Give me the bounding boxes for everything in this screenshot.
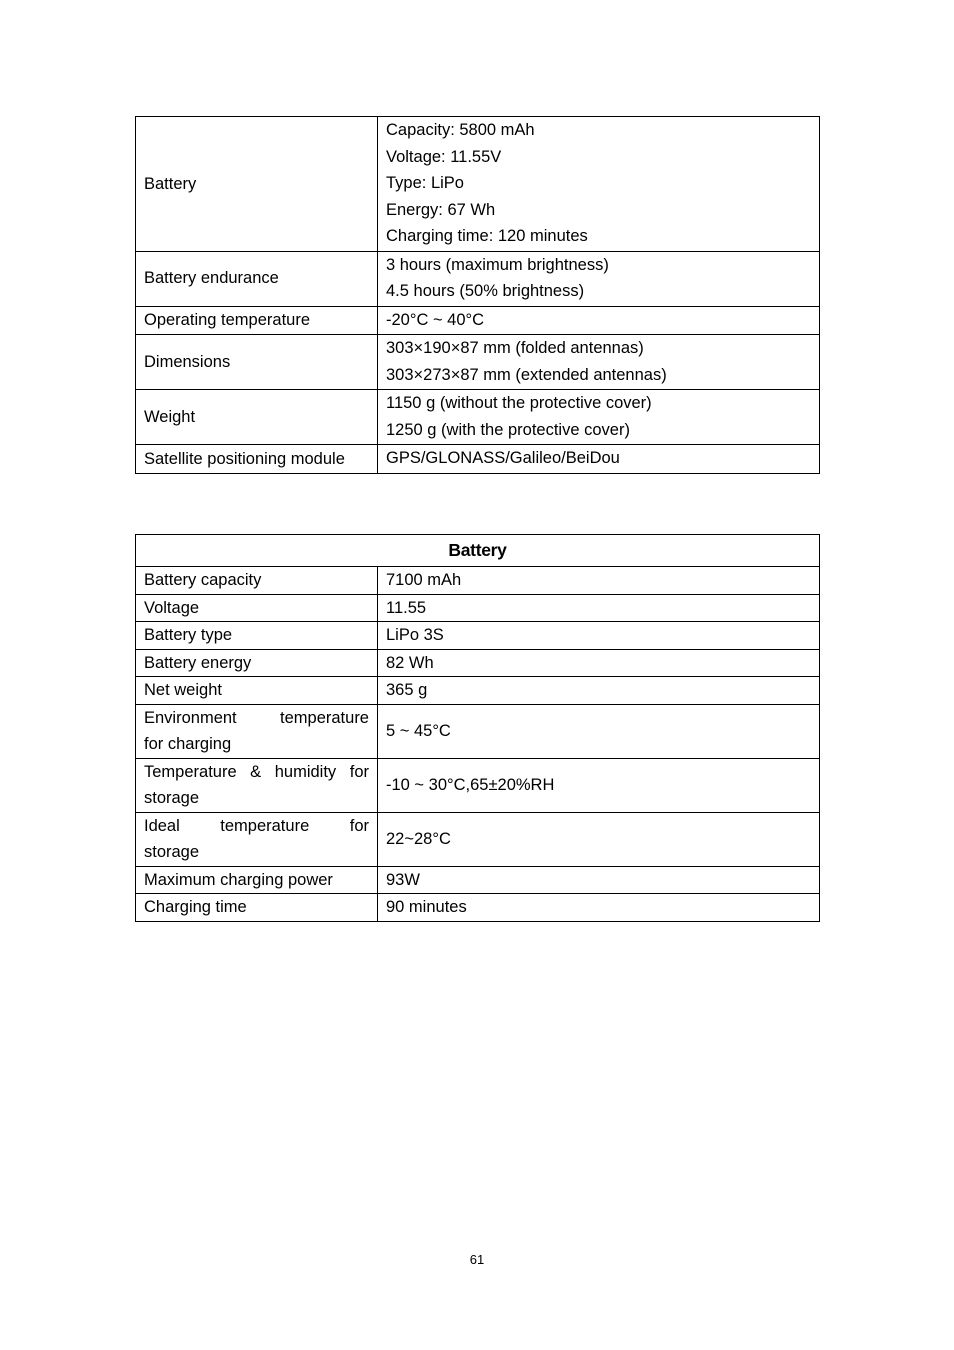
table-row — [136, 594, 820, 622]
table-row — [136, 251, 820, 306]
battery-value: 22~28°C — [378, 812, 820, 866]
battery-value: LiPo 3S — [378, 622, 820, 650]
battery-label: Charging time — [136, 894, 378, 922]
table-row — [136, 677, 820, 705]
table-row — [136, 704, 820, 758]
spec-value-line: Charging time: 120 minutes — [386, 227, 588, 245]
battery-value: 82 Wh — [378, 649, 820, 677]
battery-label — [136, 812, 378, 866]
battery-label: Maximum charging power — [136, 866, 378, 894]
spec-value-line: Energy: 67 Wh — [386, 200, 496, 219]
spec-value-line: 1250 g (with the protective cover) — [386, 420, 630, 439]
spec-table — [135, 116, 820, 474]
table-row — [136, 390, 820, 445]
battery-value: 90 minutes — [378, 894, 820, 922]
battery-value: -10 ~ 30°C,65±20%RH — [378, 758, 820, 812]
battery-value: 93W — [378, 866, 820, 894]
spec-value — [378, 445, 820, 474]
spec-value — [378, 117, 820, 252]
spec-label: Battery — [136, 117, 378, 252]
table-header-row — [136, 535, 820, 567]
spec-value-line: Capacity: 5800 mAh — [386, 121, 535, 139]
table-row — [136, 306, 820, 335]
table-row — [136, 758, 820, 812]
page-number: 61 — [469, 1252, 485, 1267]
spec-label: Satellite positioning module — [136, 445, 378, 474]
spec-label: Battery endurance — [136, 251, 378, 306]
table-row — [136, 622, 820, 650]
table-row — [136, 866, 820, 894]
table-row — [136, 567, 820, 595]
spec-value-line: 3 hours (maximum brightness) — [386, 255, 609, 274]
battery-label-line: storage — [144, 789, 200, 807]
table-row — [136, 812, 820, 866]
spec-value-line: Type: LiPo — [386, 174, 464, 192]
spec-value-line: 303×190×87 mm (folded antennas) — [386, 339, 644, 357]
battery-value: 365 g — [378, 677, 820, 705]
battery-value: 11.55 — [378, 594, 820, 622]
battery-label-line: storage — [144, 843, 200, 861]
spec-value — [378, 251, 820, 306]
battery-label: Net weight — [136, 677, 378, 705]
battery-label-line: for charging — [144, 735, 232, 753]
spec-value — [378, 306, 820, 335]
spec-value-line: -20°C ~ 40°C — [386, 310, 485, 329]
table-row — [136, 117, 820, 252]
spec-label: Dimensions — [136, 335, 378, 390]
spec-value-line: GPS/GLONASS/Galileo/BeiDou — [386, 449, 620, 467]
spec-value — [378, 390, 820, 445]
table-row — [136, 445, 820, 474]
battery-table — [135, 534, 820, 922]
spec-value-line: Voltage: 11.55V — [386, 147, 502, 166]
battery-value: 7100 mAh — [378, 567, 820, 595]
battery-label: Battery type — [136, 622, 378, 650]
battery-label: Voltage — [136, 594, 378, 622]
battery-label — [136, 704, 378, 758]
battery-label: Battery energy — [136, 649, 378, 677]
spec-value-line: 303×273×87 mm (extended antennas) — [386, 365, 667, 384]
battery-label-line: Temperature & humidity for — [144, 762, 369, 781]
table-row — [136, 335, 820, 390]
table-row — [136, 894, 820, 922]
battery-value: 5 ~ 45°C — [378, 704, 820, 758]
battery-table-title: Battery — [136, 535, 820, 567]
spec-value-line: 1150 g (without the protective cover) — [386, 394, 652, 412]
table-row — [136, 649, 820, 677]
battery-label — [136, 758, 378, 812]
spec-label: Operating temperature — [136, 306, 378, 335]
spec-value — [378, 335, 820, 390]
spec-label: Weight — [136, 390, 378, 445]
battery-label: Battery capacity — [136, 567, 378, 595]
battery-label-line: Environment temperature — [144, 708, 369, 727]
battery-label-line: Ideal temperature for — [144, 816, 369, 835]
spec-value-line: 4.5 hours (50% brightness) — [386, 282, 585, 300]
